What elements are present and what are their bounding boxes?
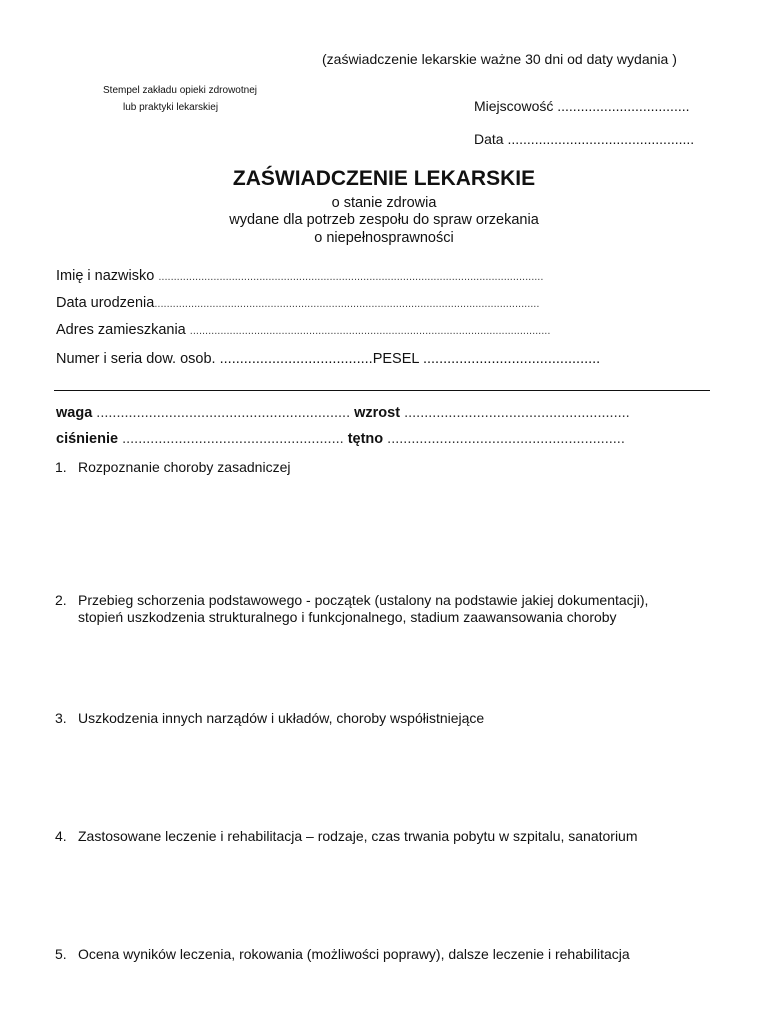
pulse-label: tętno (347, 431, 384, 447)
name-label: Imię i nazwisko (56, 268, 155, 284)
stamp-label-line1: Stempel zakładu opieki zdrowotnej (103, 85, 257, 96)
place-dots: .................................. (557, 98, 690, 114)
name-field[interactable] (56, 268, 543, 284)
section-1-text: Rozpoznanie choroby zasadniczej (78, 459, 291, 475)
place-label: Miejscowość (474, 98, 554, 114)
pressure-dots: ....................................................... (122, 431, 344, 447)
id-label: Numer i seria dow. osob. (56, 351, 216, 367)
section-1-number: 1. (55, 459, 67, 475)
date-label: Data (474, 131, 504, 147)
height-dots: ........................................................ (404, 405, 630, 421)
birth-date-label: Data urodzenia (56, 295, 155, 311)
weight-dots: ............................................................... (96, 405, 351, 421)
section-2-number: 2. (55, 592, 67, 608)
section-2-text-line2: stopień uszkodzenia strukturalnego i funkcjonalnego, stadium zaawansowania choroby (78, 609, 617, 625)
pesel-dots: ............................................ (422, 351, 601, 367)
address-dots: ...................................................................................................................... (189, 325, 551, 337)
address-field[interactable] (56, 322, 550, 338)
section-5-heading (55, 946, 630, 962)
section-4-heading (55, 828, 638, 844)
subtitle-line3: o niepełnosprawności (314, 230, 454, 246)
id-pesel-field[interactable] (56, 351, 600, 367)
birth-date-dots: .............................................................................................................................. (154, 298, 540, 310)
section-5-text: Ocena wyników leczenia, rokowania (możliwości poprawy), dalsze leczenie i rehabilitacja (78, 946, 630, 962)
validity-note: (zaświadczenie lekarskie ważne 30 dni od daty wydania ) (322, 51, 677, 67)
section-divider (54, 390, 710, 391)
section-2-heading (55, 592, 648, 608)
address-label: Adres zamieszkania (56, 322, 186, 338)
section-2-text-line1: Przebieg schorzenia podstawowego - początek (ustalony na podstawie jakiej dokumentacji), (78, 592, 649, 608)
place-field[interactable] (474, 98, 690, 114)
section-5-number: 5. (55, 946, 67, 962)
pressure-pulse-row[interactable] (56, 431, 625, 447)
id-dots: ...................................... (219, 351, 373, 367)
section-3-text: Uszkodzenia innych narządów i układów, choroby współistniejące (78, 710, 485, 726)
section-4-number: 4. (55, 828, 67, 844)
subtitle-line1: o stanie zdrowia (331, 195, 437, 211)
pulse-dots: ........................................................... (387, 431, 625, 447)
document-title: ZAŚWIADCZENIE LEKARSKIE (232, 167, 536, 190)
weight-label: waga (56, 405, 93, 421)
date-dots: ................................................ (507, 131, 695, 147)
section-1-heading (55, 459, 290, 475)
pressure-label: ciśnienie (56, 431, 119, 447)
date-field[interactable] (474, 131, 694, 147)
height-label: wzrost (354, 405, 401, 421)
weight-height-row[interactable] (56, 405, 630, 421)
stamp-label-line2: lub praktyki lekarskiej (123, 102, 219, 113)
subtitle-line2: wydane dla potrzeb zespołu do spraw orzekania (229, 212, 539, 228)
section-4-text: Zastosowane leczenie i rehabilitacja – rodzaje, czas trwania pobytu w szpitalu, sanatorium (78, 828, 638, 844)
birth-date-field[interactable] (56, 295, 539, 311)
section-3-heading (55, 710, 484, 726)
section-3-number: 3. (55, 710, 67, 726)
pesel-label: PESEL (372, 351, 419, 367)
name-dots: .............................................................................................................................. (158, 271, 544, 283)
